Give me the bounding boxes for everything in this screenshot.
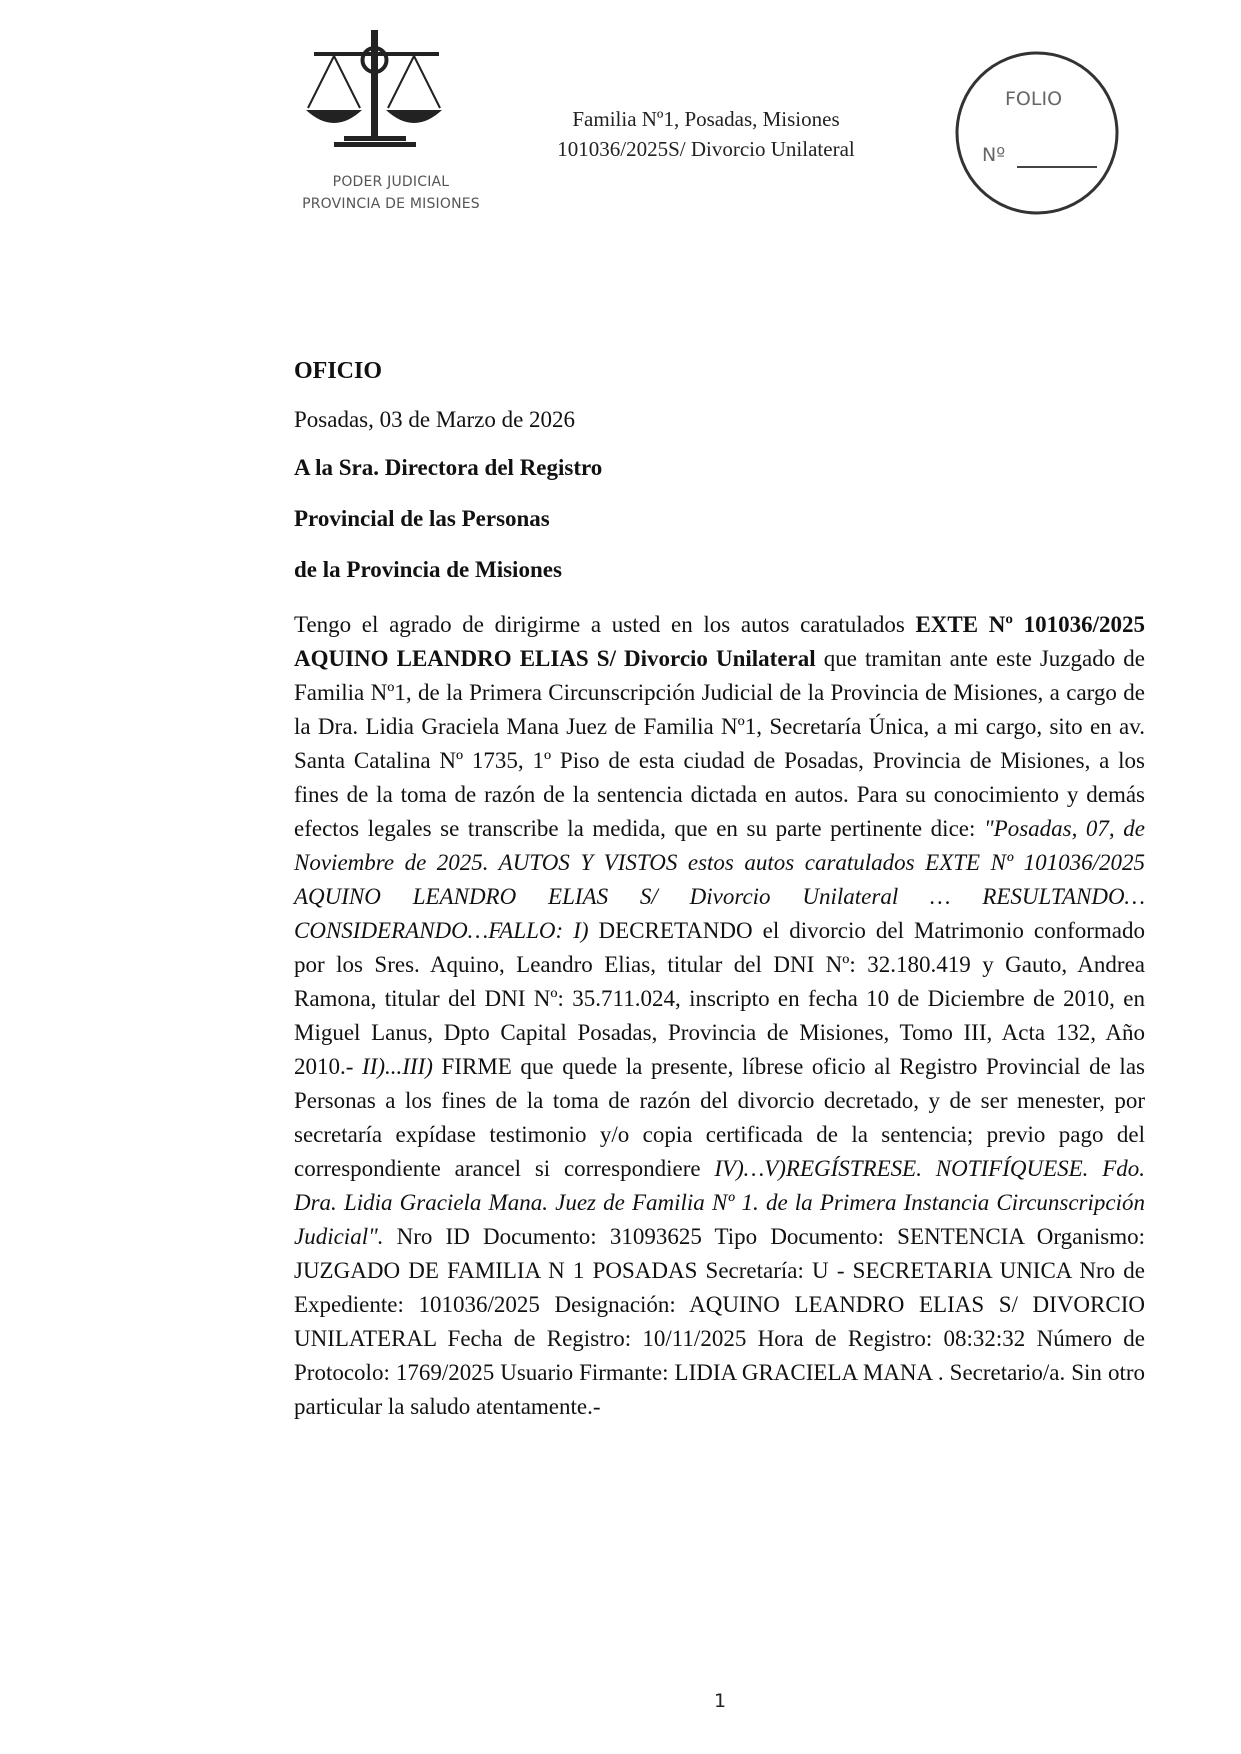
- folio-number-label: Nº: [982, 144, 1006, 166]
- document-date: Posadas, 03 de Marzo de 2026: [294, 407, 576, 432]
- document-header: [536, 104, 876, 164]
- address-line-1: A la Sra. Directora del Registro: [294, 455, 603, 480]
- body-text-2: que tramitan ante este Juzgado de Familia Nº1, de la Primera Circunscripción Judicial de la Provincia de Misiones, a cargo de la Dra. Lidia Graciela Mana Juez de Familia Nº1, Secretaría Única, a mi cargo, sito en av. Santa Catalina Nº 1735, 1º Piso de esta ciudad de Posadas, Provincia de Misiones, a los fines de la toma de razón de la sentencia dictada en autos. Para su conocimiento y demás efectos legales se transcribe la medida, que en su parte pertinente dice:: [294, 646, 1145, 841]
- quote-text-1: "Posadas, 07, de Noviembre de 2025. AUTOS Y VISTOS estos autos caratulados EXTE Nº 101036/2025 AQUINO LEANDRO ELIAS S/ Divorcio Unilateral … RESULTANDO…CONSIDERANDO…FALLO: I): [294, 816, 1145, 943]
- page-number: 1: [713, 1690, 727, 1712]
- address-line-3: de la Provincia de Misiones: [294, 557, 562, 582]
- logo-text-line1: PODER JUDICIAL: [332, 174, 450, 190]
- quote-text-3: IV)…V)REGÍSTRESE. NOTIFÍQUESE. Fdo. Dra. Lidia Graciela Mana. Juez de Familia Nº 1. de la Primera Instancia Circunscripción Judicial".: [294, 1156, 1145, 1249]
- folio-number-field: [1017, 166, 1097, 168]
- address-line-2: Provincial de las Personas: [294, 506, 550, 531]
- court-logo: [296, 30, 486, 220]
- body-text-1: Tengo el agrado de dirigirme a usted en los autos caratulados: [294, 612, 916, 637]
- body-paragraph: [294, 608, 1145, 1424]
- page-title: OFICIO: [294, 358, 383, 384]
- header-case: 101036/2025S/ Divorcio Unilateral: [557, 137, 855, 161]
- folio-stamp: [952, 48, 1122, 218]
- body-text-3: DECRETANDO el divorcio del Matrimonio conformado por los Sres. Aquino, Leandro Elias, titular del DNI Nº: 32.180.419 y Gauto, Andrea Ramona, titular del DNI Nº: 35.711.024, inscripto en fecha 10 de Diciembre de 2010, en Miguel Lanus, Dpto Capital Posadas, Provincia de Misiones, Tomo III, Acta 132, Año 2010.-: [294, 918, 1146, 1079]
- folio-label: FOLIO: [1005, 88, 1063, 110]
- scales-of-justice-icon: [304, 30, 454, 170]
- folio-circle-icon: [952, 48, 1122, 218]
- header-court: Familia Nº1, Posadas, Misiones: [572, 107, 840, 131]
- case-reference: EXTE Nº 101036/2025 AQUINO LEANDRO ELIAS S/ Divorcio Unilateral: [294, 612, 1145, 671]
- document-body: [294, 358, 1145, 1424]
- logo-text-line2: PROVINCIA DE MISIONES: [302, 196, 480, 212]
- quote-text-2: II)...III): [362, 1054, 433, 1079]
- body-text-4: FIRME que quede la presente, líbrese oficio al Registro Provincial de las Personas a los fines de la toma de razón del divorcio decretado, y de ser menester, por secretaría expídase testimonio y/o copia certificada de la sentencia; previo pago del correspondiente arancel si correspondiere: [294, 1054, 1145, 1181]
- body-text-5: Nro ID Documento: 31093625 Tipo Documento: SENTENCIA Organismo: JUZGADO DE FAMILIA N 1 POSADAS Secretaría: U - SECRETARIA UNICA Nro de Expediente: 101036/2025 Designación: AQUINO LEANDRO ELIAS S/ DIVORCIO UNILATERAL Fecha de Registro: 10/11/2025 Hora de Registro: 08:32:32 Número de Protocolo: 1769/2025 Usuario Firmante: LIDIA GRACIELA MANA . Secretario/a. Sin otro particular la saludo atentamente.-: [294, 1224, 1145, 1419]
